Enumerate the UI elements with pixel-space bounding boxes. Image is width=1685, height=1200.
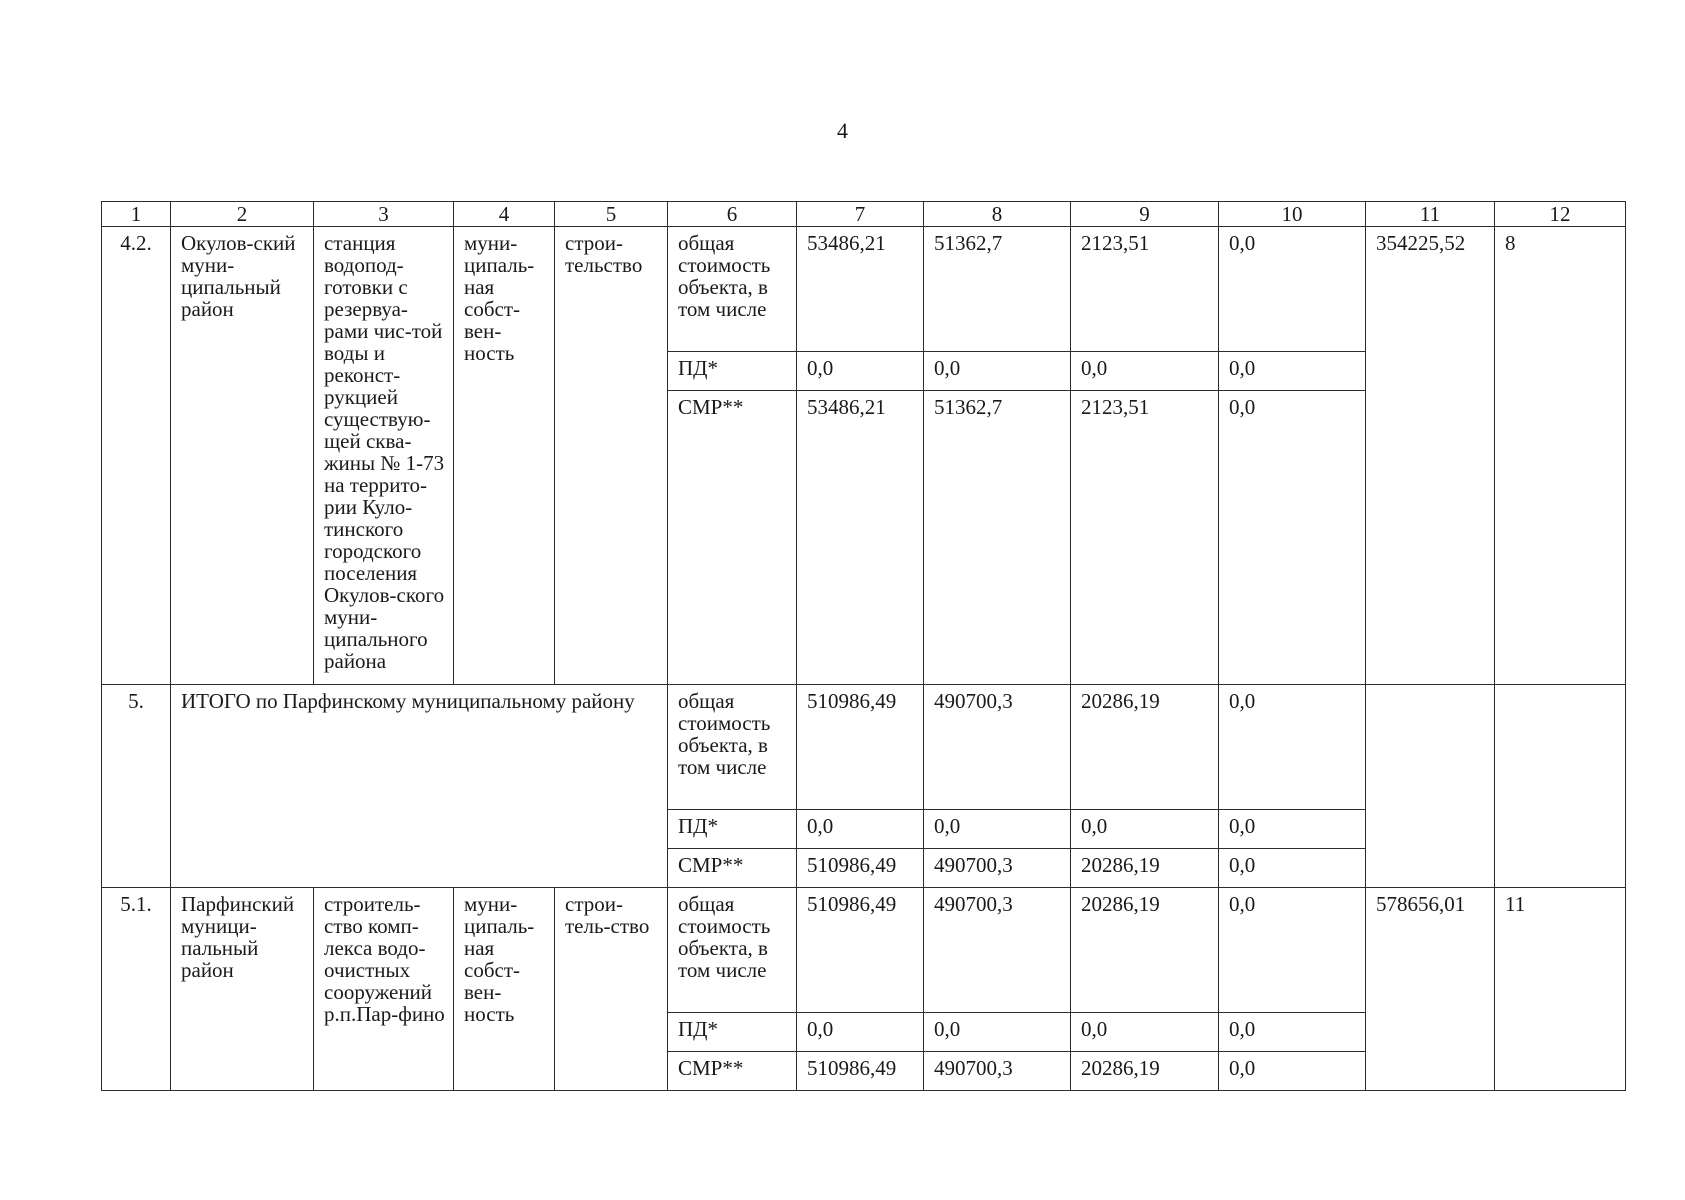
column-header: 5 bbox=[555, 202, 668, 227]
object-cell: строитель-ство комп-лекса водо-очистных сооружений р.п.Пар-фино bbox=[314, 888, 454, 1091]
cost-value: 510986,49 bbox=[797, 685, 924, 810]
ownership-cell: муни-ципаль-ная собст-вен-ность bbox=[454, 227, 555, 685]
capacity-cell bbox=[1495, 685, 1626, 888]
cost-value: 510986,49 bbox=[797, 1052, 924, 1091]
row-number: 5.1. bbox=[102, 888, 171, 1091]
cost-value: 510986,49 bbox=[797, 888, 924, 1013]
column-header: 10 bbox=[1219, 202, 1366, 227]
cost-value: 490700,3 bbox=[924, 888, 1071, 1013]
cost-value: 490700,3 bbox=[924, 685, 1071, 810]
column-header: 8 bbox=[924, 202, 1071, 227]
total-cost-cell bbox=[1366, 685, 1495, 888]
total-cost-cell: 578656,01 bbox=[1366, 888, 1495, 1091]
column-header: 2 bbox=[171, 202, 314, 227]
cost-value: 0,0 bbox=[1219, 1013, 1366, 1052]
page-number: 4 bbox=[837, 118, 848, 143]
cost-value: 51362,7 bbox=[924, 227, 1071, 352]
work-type-cell: строи-тельство bbox=[555, 227, 668, 685]
column-header: 3 bbox=[314, 202, 454, 227]
total-label-cell: ИТОГО по Парфинскому муниципальному району bbox=[171, 685, 668, 888]
cost-line-label: ПД* bbox=[668, 810, 797, 849]
work-type-cell: строи-тель-ство bbox=[555, 888, 668, 1091]
district-cell: Парфинский муници-пальный район bbox=[171, 888, 314, 1091]
cost-line-label: общая стоимость объекта, в том числе bbox=[668, 685, 797, 810]
cost-value: 0,0 bbox=[797, 1013, 924, 1052]
cost-value: 0,0 bbox=[797, 352, 924, 391]
column-number-row bbox=[102, 202, 1626, 227]
cost-line-label: СМР** bbox=[668, 849, 797, 888]
cost-value: 510986,49 bbox=[797, 849, 924, 888]
cost-value: 2123,51 bbox=[1071, 227, 1219, 352]
cost-value: 2123,51 bbox=[1071, 391, 1219, 685]
column-header: 1 bbox=[102, 202, 171, 227]
column-header: 4 bbox=[454, 202, 555, 227]
object-cell: станция водопод-готовки с резервуа-рами чис-той воды и реконст-рукцией существую-щей сква-жины № 1-73 на террито-рии Куло-тинского городского поселения Окулов-ского муни-ципального района bbox=[314, 227, 454, 685]
ownership-cell: муни-ципаль-ная собст-вен-ность bbox=[454, 888, 555, 1091]
cost-value: 20286,19 bbox=[1071, 1052, 1219, 1091]
column-header: 11 bbox=[1366, 202, 1495, 227]
column-header: 9 bbox=[1071, 202, 1219, 227]
cost-value: 0,0 bbox=[797, 810, 924, 849]
cost-value: 20286,19 bbox=[1071, 888, 1219, 1013]
cost-value: 0,0 bbox=[1071, 1013, 1219, 1052]
cost-value: 53486,21 bbox=[797, 227, 924, 352]
cost-value: 0,0 bbox=[1219, 1052, 1366, 1091]
cost-value: 0,0 bbox=[1071, 810, 1219, 849]
cost-line-label: общая стоимость объекта, в том числе bbox=[668, 227, 797, 352]
cost-value: 0,0 bbox=[1219, 391, 1366, 685]
cost-table bbox=[101, 201, 1626, 1091]
total-cost-cell: 354225,52 bbox=[1366, 227, 1495, 685]
cost-line-label: СМР** bbox=[668, 391, 797, 685]
cost-value: 0,0 bbox=[1219, 849, 1366, 888]
district-cell: Окулов-ский муни-ципальный район bbox=[171, 227, 314, 685]
cost-value: 0,0 bbox=[924, 1013, 1071, 1052]
cost-value: 0,0 bbox=[1219, 227, 1366, 352]
cost-line-label: ПД* bbox=[668, 1013, 797, 1052]
cost-value: 0,0 bbox=[1219, 352, 1366, 391]
column-header: 7 bbox=[797, 202, 924, 227]
cost-value: 20286,19 bbox=[1071, 849, 1219, 888]
cost-value: 490700,3 bbox=[924, 1052, 1071, 1091]
cost-value: 0,0 bbox=[1219, 685, 1366, 810]
cost-value: 0,0 bbox=[1219, 888, 1366, 1013]
row-number: 4.2. bbox=[102, 227, 171, 685]
cost-value: 490700,3 bbox=[924, 849, 1071, 888]
cost-value: 0,0 bbox=[924, 810, 1071, 849]
cost-line-label: ПД* bbox=[668, 352, 797, 391]
row-number: 5. bbox=[102, 685, 171, 888]
cost-line-label: общая стоимость объекта, в том числе bbox=[668, 888, 797, 1013]
column-header: 12 bbox=[1495, 202, 1626, 227]
table-row bbox=[102, 888, 1626, 1013]
table-row bbox=[102, 685, 1626, 810]
table-row bbox=[102, 227, 1626, 352]
cost-line-label: СМР** bbox=[668, 1052, 797, 1091]
capacity-cell: 8 bbox=[1495, 227, 1626, 685]
cost-value: 20286,19 bbox=[1071, 685, 1219, 810]
cost-value: 0,0 bbox=[1071, 352, 1219, 391]
capacity-cell: 11 bbox=[1495, 888, 1626, 1091]
cost-value: 0,0 bbox=[1219, 810, 1366, 849]
cost-value: 51362,7 bbox=[924, 391, 1071, 685]
cost-value: 0,0 bbox=[924, 352, 1071, 391]
cost-value: 53486,21 bbox=[797, 391, 924, 685]
column-header: 6 bbox=[668, 202, 797, 227]
